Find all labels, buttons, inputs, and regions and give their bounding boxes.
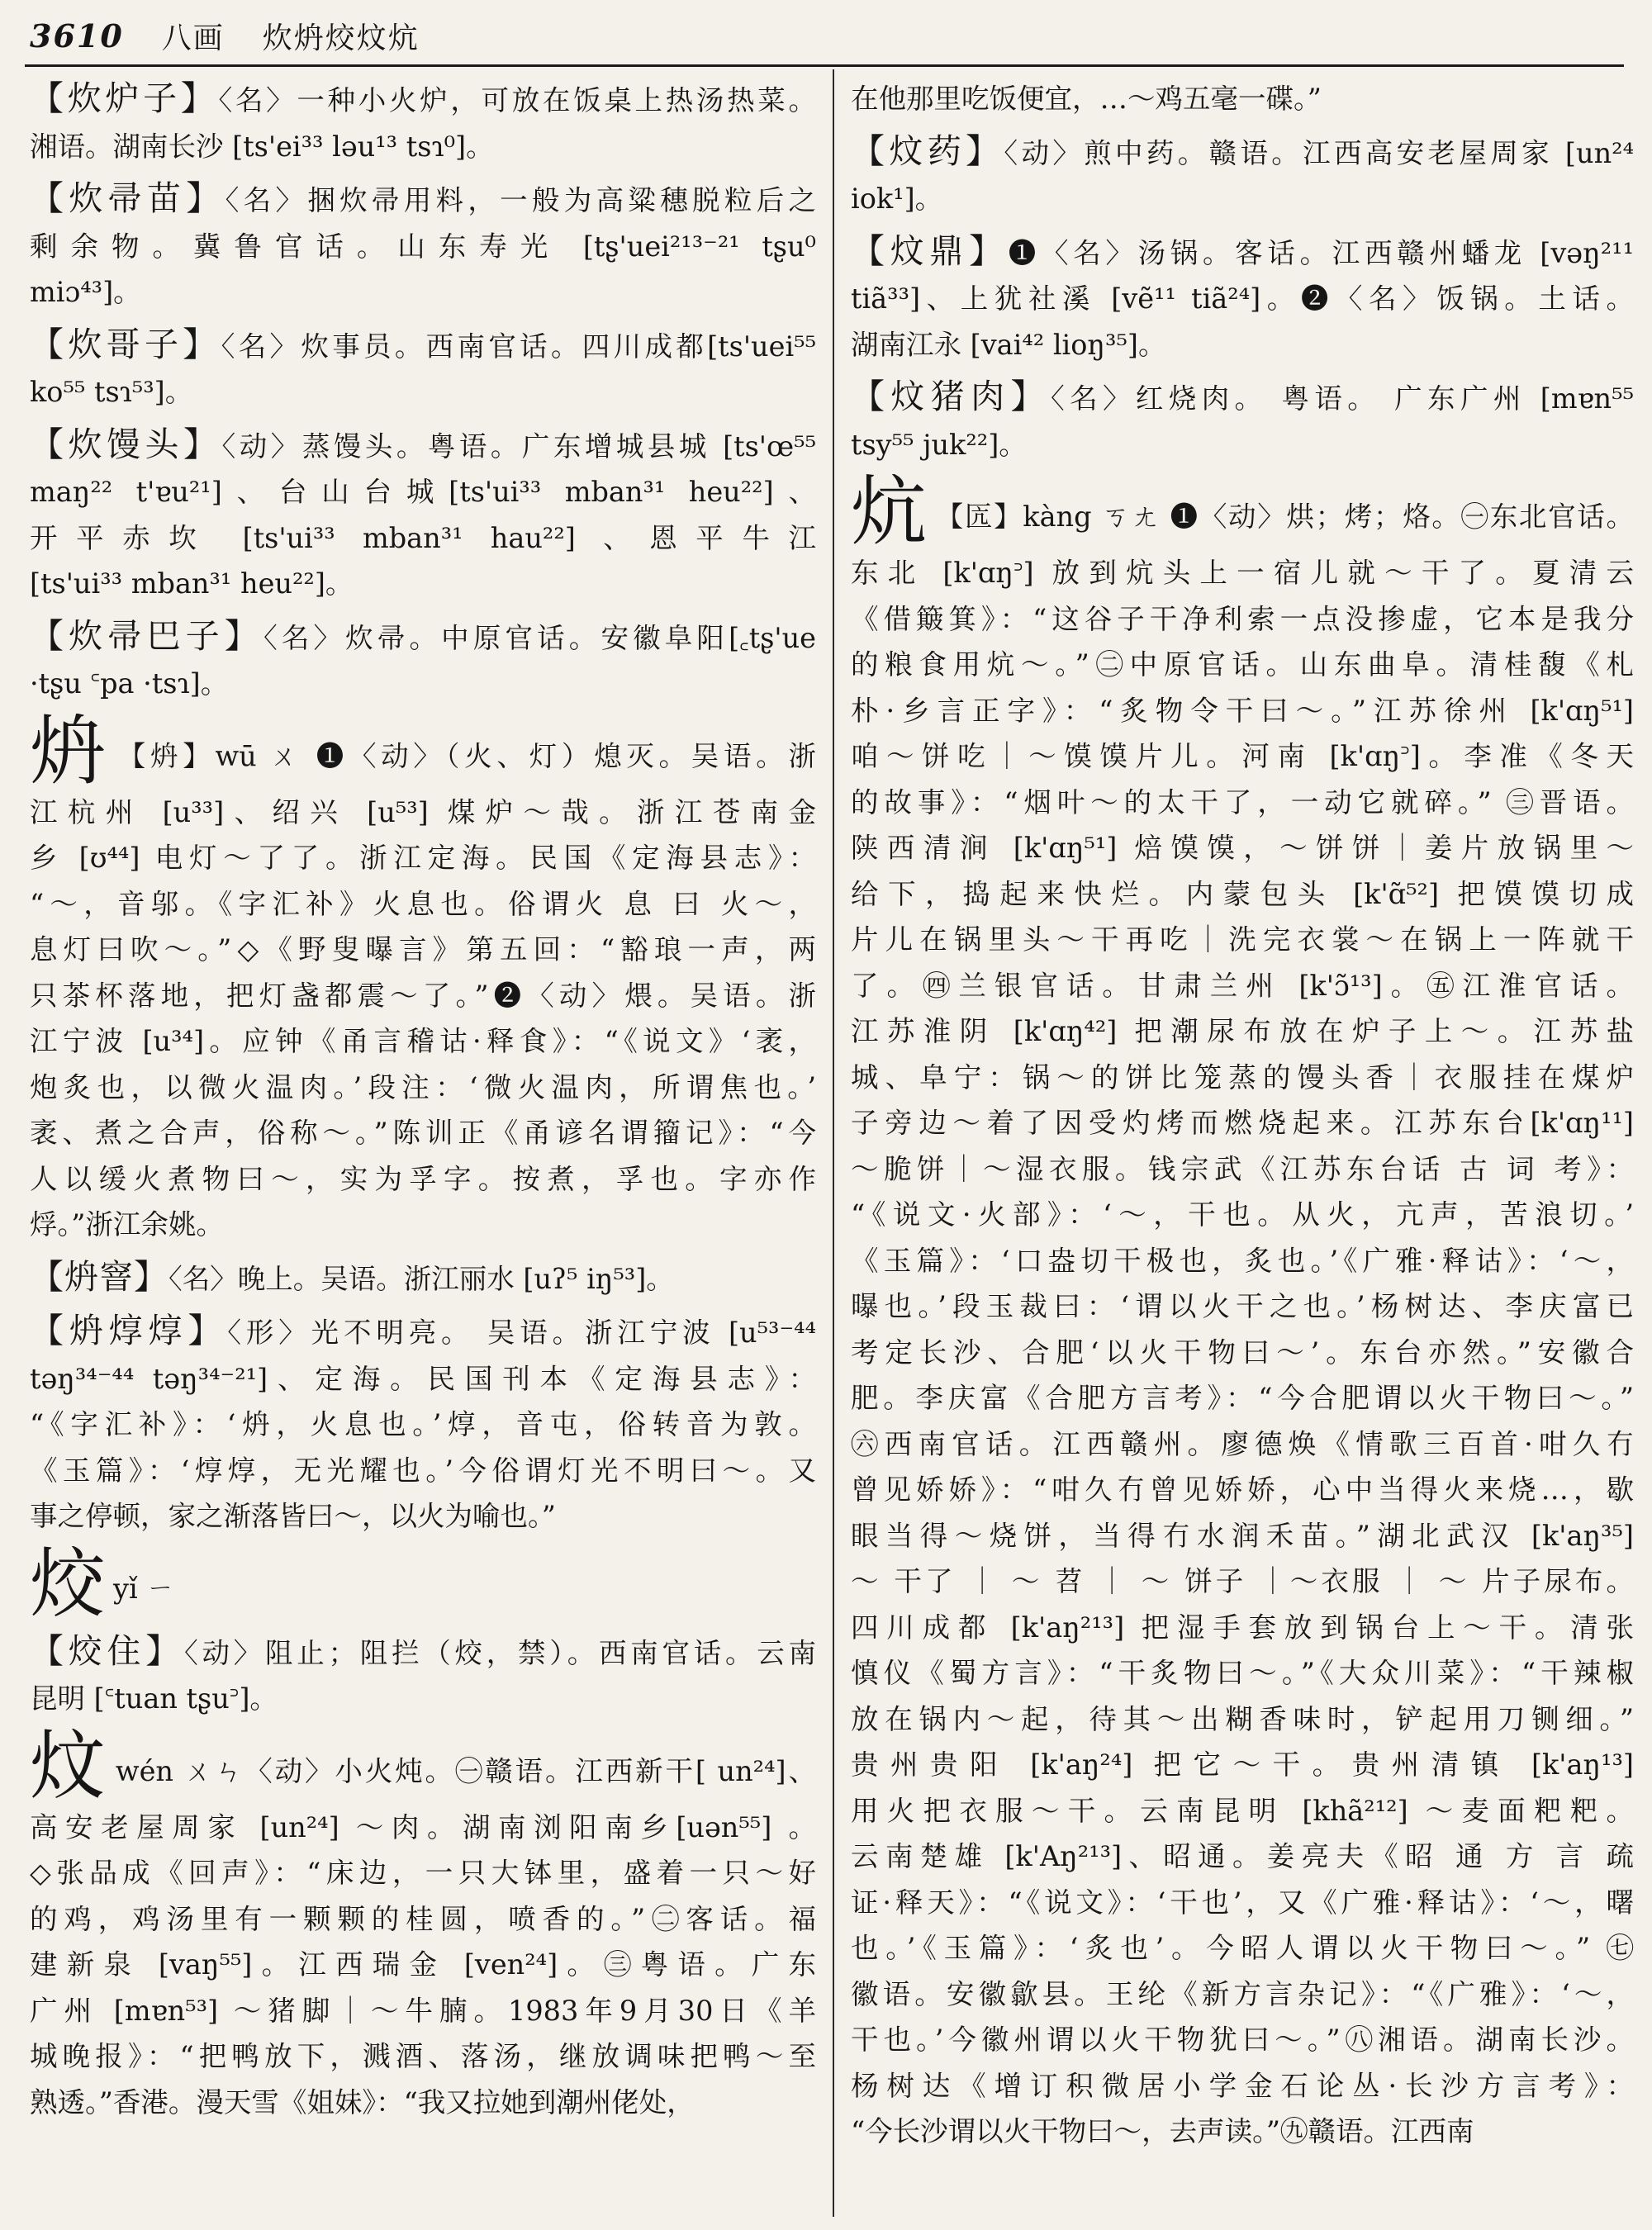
entry-text: 用火把衣服～干。云南昆明 [khã²¹²] ～麦面粑粑。	[851, 1794, 1634, 1827]
entry-headword: 【炆鼎】	[851, 230, 1009, 271]
entry-text: 息灯曰吹～。”◇《野叟曝言》第五回：“豁琅一声，两	[30, 933, 816, 966]
entry-text: 湘语。湖南长沙 [ts'ei³³ ləu¹³ tsɿ⁰]。	[30, 130, 494, 163]
entry-text: 证·释天》：“《说文》：‘干也’，又《广雅·释诂》：‘～，曙	[851, 1886, 1634, 1919]
entry-line	[30, 614, 816, 662]
entry-text: 湖南江永 [vai⁴² lioŋ³⁵]。	[851, 328, 1166, 361]
entry-line	[851, 2017, 1634, 2063]
entry-line	[30, 224, 816, 270]
entry-line	[30, 714, 816, 790]
entry-text: 四川成都 [k'aŋ²¹³] 把湿手套放到锅台上～干。清张	[851, 1611, 1634, 1644]
entry-text: 曾见娇娇》：“咁久冇曾见娇娇，心中当得火来烧…，歇	[851, 1473, 1634, 1506]
entry-headword: 【炊哥子】	[30, 324, 221, 364]
dictionary-entry	[30, 714, 816, 1248]
dictionary-entry	[30, 614, 816, 707]
entry-line	[851, 1650, 1634, 1696]
entry-text: ㊅西南官话。江西赣州。廖德焕《情歌三百首·咁久冇	[851, 1427, 1634, 1460]
entry-line	[30, 1255, 816, 1302]
entry-text: 城、阜宁：锅～的饼比笼蒸的馒头香｜衣服挂在煤炉	[851, 1060, 1634, 1094]
dictionary-entry	[30, 1308, 816, 1540]
entry-text: 建新泉 [vaŋ⁵⁵]。江西瑞金 [ven²⁴]。㊂粤语。广东	[30, 1948, 816, 1981]
entry-headword: 【炆猪肉】	[851, 377, 1051, 416]
entry-text: ❶〈名〉汤锅。客话。江西赣州蟠龙 [vəŋ²¹¹	[1008, 236, 1634, 269]
dictionary-entry	[30, 422, 816, 607]
entry-line	[851, 1696, 1634, 1743]
entry-text: 曝也。’段玉裁曰：‘谓以火干之也。’杨树达、李庆富已	[851, 1290, 1634, 1322]
entry-line	[851, 1008, 1634, 1055]
header-characters: 炊炿烄炆炕	[262, 21, 420, 55]
entry-line	[30, 1493, 816, 1540]
dictionary-entry	[30, 1629, 816, 1722]
entry-headword: 【炊炉子】	[30, 78, 219, 118]
entry-text: 眼当得～烧饼，当得冇水润禾苗。”湖北武汉 [k'aŋ³⁵]	[851, 1519, 1634, 1552]
entry-text: 乡 [ʊ⁴⁴] 电灯～了了。浙江定海。民国《定海县志》：	[30, 842, 816, 874]
entry-line	[30, 1448, 816, 1494]
entry-line	[30, 835, 816, 881]
entry-line	[851, 642, 1634, 688]
entry-text: 也。’《玉篇》：‘炙也’。今昭人谓以火干物曰～。” ㊆	[851, 1932, 1634, 1964]
entry-line	[851, 1925, 1634, 1971]
entry-line	[851, 422, 1634, 468]
entry-line	[851, 76, 1634, 122]
entry-text: 人以缓火煮物曰～，实为孚字。按煮，孚也。字亦作	[30, 1162, 816, 1195]
entry-text: “～，音邬。《字汇补》火息也。俗谓火 息 曰 火～，	[30, 887, 816, 920]
entry-line	[30, 1018, 816, 1065]
entry-line	[851, 1330, 1634, 1376]
entry-text: 烰。”浙江余姚。	[30, 1208, 224, 1241]
entry-text: 熟透。”香港。漫天雪《姐妹》：“我又拉她到潮州佬处，	[30, 2085, 695, 2118]
entry-line	[30, 515, 816, 562]
entry-text: 高安老屋周家 [un²⁴] ～肉。湖南浏阳南乡[uən⁵⁵] 。	[30, 1810, 816, 1843]
entry-text: 昆明 [꜂tuan tʂu꜄]。	[30, 1682, 278, 1715]
dictionary-entry	[851, 474, 1634, 2155]
entry-headword: 【炿焞焞】	[30, 1311, 228, 1350]
entry-line	[30, 1729, 816, 1805]
entry-line	[851, 374, 1634, 422]
entry-line	[30, 322, 816, 370]
entry-text: 的鸡，鸡汤里有一颗颗的桂圆，喷香的。”㊁客话。福	[30, 1902, 816, 1935]
entry-line	[30, 2080, 816, 2126]
entry-headword: 【炊馒头】	[30, 424, 222, 464]
entry-line	[851, 1971, 1634, 2018]
entry-text: ·tʂu ꜂pa ·tsɿ]。	[30, 667, 229, 700]
dictionary-entry	[851, 374, 1634, 467]
entry-text: miɔ⁴³]。	[30, 276, 141, 308]
right-column	[851, 76, 1634, 2219]
entry-text: 的粮食用炕～。”㊁中原官话。山东曲阜。清桂馥《札	[851, 648, 1634, 681]
entry-headword: 【炊帚苗】	[30, 178, 225, 218]
entry-line	[851, 596, 1634, 643]
entry-line	[851, 176, 1634, 222]
entry-line	[851, 1421, 1634, 1468]
entry-text: ◇张品成《回声》：“床边，一只大钵里，盛着一只～好	[30, 1857, 816, 1889]
entry-text: 子旁边～着了因受灼烤而燃烧起来。江苏东台[k'ɑŋ¹¹]	[851, 1107, 1634, 1139]
dictionary-entry	[30, 322, 816, 415]
entry-line	[30, 1202, 816, 1248]
entry-line	[851, 917, 1634, 963]
page-number: 3610	[30, 17, 124, 55]
entry-text: 给下，捣起来快烂。内蒙包头 [k'ɑ̃⁵²] 把馍馍切成	[851, 877, 1634, 910]
entry-line	[30, 1629, 816, 1677]
entry-line	[30, 176, 816, 224]
dictionary-entry	[30, 76, 816, 169]
entry-line	[30, 469, 816, 515]
entry-line	[851, 1467, 1634, 1513]
entry-line	[851, 963, 1634, 1009]
entry-line	[851, 733, 1634, 780]
entry-text: 的故事》：“烟叶～的太干了，一动它就碎。” ㊂晋语。	[851, 785, 1634, 818]
entry-line	[30, 561, 816, 607]
entry-text: 袤、煮之合声，俗称～。”陈训正《甬谚名谓籀记》：“今	[30, 1117, 816, 1149]
entry-headword: 【炊帚巴子】	[30, 615, 263, 656]
entry-line	[851, 1375, 1634, 1421]
header-rule	[25, 64, 1624, 67]
entry-line	[30, 1356, 816, 1402]
dictionary-entry	[851, 229, 1634, 368]
entry-text: 炮炙也，以微火温肉。’段注：‘微火温肉，所谓焦也。’	[30, 1070, 816, 1103]
entry-line	[851, 2063, 1634, 2109]
entry-text: 〈名〉晚上。吴语。浙江丽水 [uʔ⁵ iŋ⁵³]。	[169, 1262, 674, 1295]
section-label: 八画	[161, 21, 225, 55]
entry-text: 杨树达《增订积微居小学金石论丛·长沙方言考》：	[851, 2069, 1634, 2102]
entry-headword: 炿	[30, 713, 112, 790]
entry-line	[851, 1834, 1634, 1880]
entry-text: [ts'ui³³ mban³¹ heu²²]。	[30, 567, 354, 600]
entry-text: 只茶杯落地，把灯盏都震～了。”❷〈动〉煨。吴语。浙	[30, 979, 816, 1012]
entry-text: 剩余物。冀鲁官话。山东寿光 [tʂ'uei²¹³⁻²¹ tʂu⁰	[30, 230, 816, 263]
entry-line	[30, 1402, 816, 1448]
entry-line	[30, 1805, 816, 1851]
entry-text: 〈动〉蒸馒头。粤语。广东增城县城 [ts'œ⁵⁵	[221, 429, 816, 463]
entry-text: tsy⁵⁵ juk²²]。	[851, 428, 1027, 461]
entry-text: 放在锅内～起，待其～出糊香味时，铲起用刀铡细。”	[851, 1702, 1634, 1735]
entry-text: 片儿在锅里头～干再吃｜洗完衣裳～在锅上一阵就干	[851, 923, 1634, 956]
entry-headword: 【炿窨】	[30, 1256, 169, 1297]
entry-line	[851, 129, 1634, 177]
entry-text: 开平赤坎 [ts'ui³³ mban³¹ hau²²] 、恩平牛江	[30, 521, 816, 554]
entry-text: “《字汇补》：‘炿，火息也。’焞，音屯，俗转音为敦。	[30, 1408, 816, 1440]
entry-text: təŋ³⁴⁻⁴⁴ təŋ³⁴⁻²¹]、定海。民国刊本《定海县志》：	[30, 1362, 816, 1395]
entry-line	[851, 1283, 1634, 1330]
entry-text: 江宁波 [u³⁴]。应钟《甬言稽诂·释食》：“《说文》‘袤，	[30, 1025, 816, 1057]
entry-line	[851, 1100, 1634, 1146]
entry-text: “今长沙谓以火干物曰～，去声读。”㊈赣语。江西南	[851, 2115, 1474, 2147]
entry-text: 慎仪《蜀方言》：“干炙物曰～。”《大众川菜》：“干辣椒	[851, 1657, 1634, 1689]
entry-headword: 炆	[30, 1728, 109, 1805]
entry-line	[851, 1513, 1634, 1559]
entry-text: iok¹]。	[851, 183, 943, 215]
entry-text: 〈名〉捆炊帚用料，一般为高粱穗脱粒后之	[225, 184, 816, 216]
entry-text: wén ㄨㄣ〈动〉小火炖。㊀赣语。江西新干[ un²⁴]、	[115, 1754, 816, 1787]
dictionary-entry	[30, 1729, 816, 2126]
entry-line	[30, 927, 816, 973]
entry-text: 〈动〉阻止；阻拦（烄，禁）。西南官话。云南	[184, 1636, 816, 1669]
entry-line	[30, 881, 816, 928]
entry-line	[30, 1850, 816, 1896]
entry-text: 肥。李庆富《合肥方言考》：“今合肥谓以火干物曰～。”	[851, 1382, 1634, 1414]
entry-text: 〈名〉炊帚。中原官话。安徽阜阳[꜀tʂ'ue	[263, 621, 816, 654]
entry-text: 事之停顿，家之渐落皆曰～，以火为喻也。”	[30, 1500, 556, 1532]
dictionary-entry	[30, 1255, 816, 1302]
entry-text: 在他那里吃饭便宜，…～鸡五毫一碟。”	[851, 83, 1322, 115]
dictionary-entry	[30, 1546, 816, 1622]
entry-line	[851, 550, 1634, 596]
entry-headword: 烄	[30, 1545, 107, 1622]
entry-line	[851, 474, 1634, 550]
entry-line	[30, 1065, 816, 1111]
entry-text: 东北 [k'ɑŋ꜄] 放到炕头上一宿儿就～干了。夏清云	[851, 557, 1634, 589]
entry-text: tiã³³]、上犹社溪 [vẽ¹¹ tiã²⁴]。❷〈名〉饭锅。土话。	[851, 282, 1634, 315]
entry-line	[30, 661, 816, 707]
entry-text: 江杭州 [u³³]、绍兴 [u⁵³] 煤炉～哉。浙江苍南金	[30, 795, 816, 828]
entry-line	[851, 688, 1634, 734]
entry-line	[30, 1546, 816, 1622]
entry-line	[30, 1308, 816, 1356]
entry-text: ko⁵⁵ tsɿ⁵³]。	[30, 376, 193, 408]
entry-line	[851, 1192, 1634, 1238]
entry-line	[851, 1146, 1634, 1193]
entry-text: 【匟】kàng ㄎㄤ ❶〈动〉烘；烤；烙。㊀东北官话。	[935, 501, 1634, 533]
entry-line	[851, 276, 1634, 322]
entry-line	[30, 2033, 816, 2080]
entry-headword: 【炆药】	[851, 130, 1004, 171]
entry-text: “《说文·火部》：‘～，干也。从火，亢声，苦浪切。’	[851, 1198, 1634, 1231]
entry-line	[851, 1238, 1634, 1284]
entry-text: 云南楚雄 [k'Aŋ²¹³]、昭通。姜亮夫《昭 通 方 言 疏	[851, 1840, 1634, 1872]
entry-text: 《玉篇》：‘焞焞，无光耀也。’今俗谓灯光不明曰～。又	[30, 1454, 816, 1487]
entry-line	[851, 1880, 1634, 1926]
entry-line	[30, 269, 816, 316]
entry-text: 朴·乡言正字》：“炙物令干曰～。”江苏徐州 [k'ɑŋ⁵¹]	[851, 694, 1634, 727]
entry-text: 干也。’今徽州谓以火干物犹曰～。”㊇湘语。湖南长沙。	[851, 2024, 1634, 2056]
entry-text: 考定长沙、合肥‘以火干物曰～’。东台亦然。”安徽合	[851, 1336, 1634, 1369]
entry-line	[30, 124, 816, 170]
entry-line	[30, 1988, 816, 2034]
entry-text: maŋ²² t'ɐu²¹]、台山台城[ts'ui³³ mban³¹ heu²²]、	[30, 476, 816, 508]
entry-headword: 【烄住】	[30, 1630, 184, 1671]
entry-line	[30, 369, 816, 415]
entry-line	[851, 871, 1634, 918]
entry-line	[30, 973, 816, 1019]
entry-text: 〈名〉一种小火炉，可放在饭桌上热汤热菜。	[218, 84, 816, 116]
entry-line	[30, 1110, 816, 1156]
entry-line	[30, 1942, 816, 1988]
entry-line	[851, 1605, 1634, 1651]
entry-text: 〈名〉炊事员。西南官话。四川成都[ts'uei⁵⁵	[221, 330, 816, 363]
entry-line	[30, 1896, 816, 1943]
entry-line	[851, 1559, 1634, 1605]
entry-text: 〈形〉光不明亮。 吴语。浙江宁波 [u⁵³⁻⁴⁴	[227, 1317, 816, 1349]
left-column	[30, 76, 816, 2219]
entry-headword: 炕	[851, 474, 929, 550]
entry-text: 城晚报》：“把鸭放下，溅酒、落汤，继放调味把鸭～至	[30, 2040, 816, 2072]
entry-line	[851, 825, 1634, 871]
entry-line	[851, 322, 1634, 368]
entry-text: ～ 干了 ｜ ～ 苕 ｜ ～ 饼子 ｜～衣服 ｜ ～ 片子尿布。	[851, 1565, 1634, 1597]
dictionary-entry	[30, 176, 816, 316]
entry-text: yǐ ㄧ	[113, 1572, 174, 1605]
entry-text: 咱～饼吃｜～馍馍片儿。河南 [k'ɑŋ꜄]。李准《冬天	[851, 740, 1634, 772]
column-divider	[833, 69, 834, 2217]
entry-line	[851, 1742, 1634, 1788]
entry-text: 《玉篇》：‘口盎切干极也，炙也。’《广雅·释诂》：‘～，	[851, 1244, 1634, 1277]
entry-line	[30, 1156, 816, 1203]
entry-text: 江苏淮阴 [k'ɑŋ⁴²] 把潮尿布放在炉子上～。江苏盐	[851, 1015, 1634, 1047]
entry-line	[30, 790, 816, 836]
entry-text: ～脆饼｜～湿衣服。钱宗武《江苏东台话 古 词 考》：	[851, 1152, 1634, 1185]
entry-line	[30, 422, 816, 470]
dictionary-entry	[851, 129, 1634, 222]
entry-text: 贵州贵阳 [k'aŋ²⁴] 把它～干。贵州清镇 [k'aŋ¹³]	[851, 1748, 1634, 1781]
entry-text: 广州 [mɐn⁵³] ～猪脚｜～牛腩。1983年9月30日《羊	[30, 1994, 816, 2027]
dictionary-entry	[851, 76, 1634, 122]
entry-line	[851, 780, 1634, 826]
entry-text: 了。㊃兰银官话。甘肃兰州 [k'ɔ̃¹³]。㊄江淮官话。	[851, 969, 1634, 1002]
entry-line	[30, 1676, 816, 1722]
entry-text: 徽语。安徽歙县。王纶《新方言杂记》：“《广雅》：‘～，	[851, 1977, 1634, 2010]
entry-line	[30, 76, 816, 124]
page-header	[30, 12, 1624, 59]
entry-line	[851, 1788, 1634, 1834]
entry-text: 〈名〉红烧肉。 粤语。 广东广州 [mɐn⁵⁵	[1050, 382, 1634, 415]
entry-text: 陕西清涧 [k'ɑŋ⁵¹] 焙馍馍，～饼饼｜姜片放锅里～	[851, 832, 1634, 864]
entry-line	[851, 229, 1634, 277]
entry-text: 【炿】wū ㄨ ❶〈动〉（火、灯）熄灭。吴语。浙	[117, 739, 816, 772]
entry-text: 〈动〉煎中药。赣语。江西高安老屋周家 [un²⁴	[1004, 136, 1634, 169]
entry-line	[851, 2109, 1634, 2155]
entry-text: 《借簸箕》：“这谷子干净利索一点没掺虚，它本是我分	[851, 602, 1634, 635]
entry-line	[851, 1055, 1634, 1101]
